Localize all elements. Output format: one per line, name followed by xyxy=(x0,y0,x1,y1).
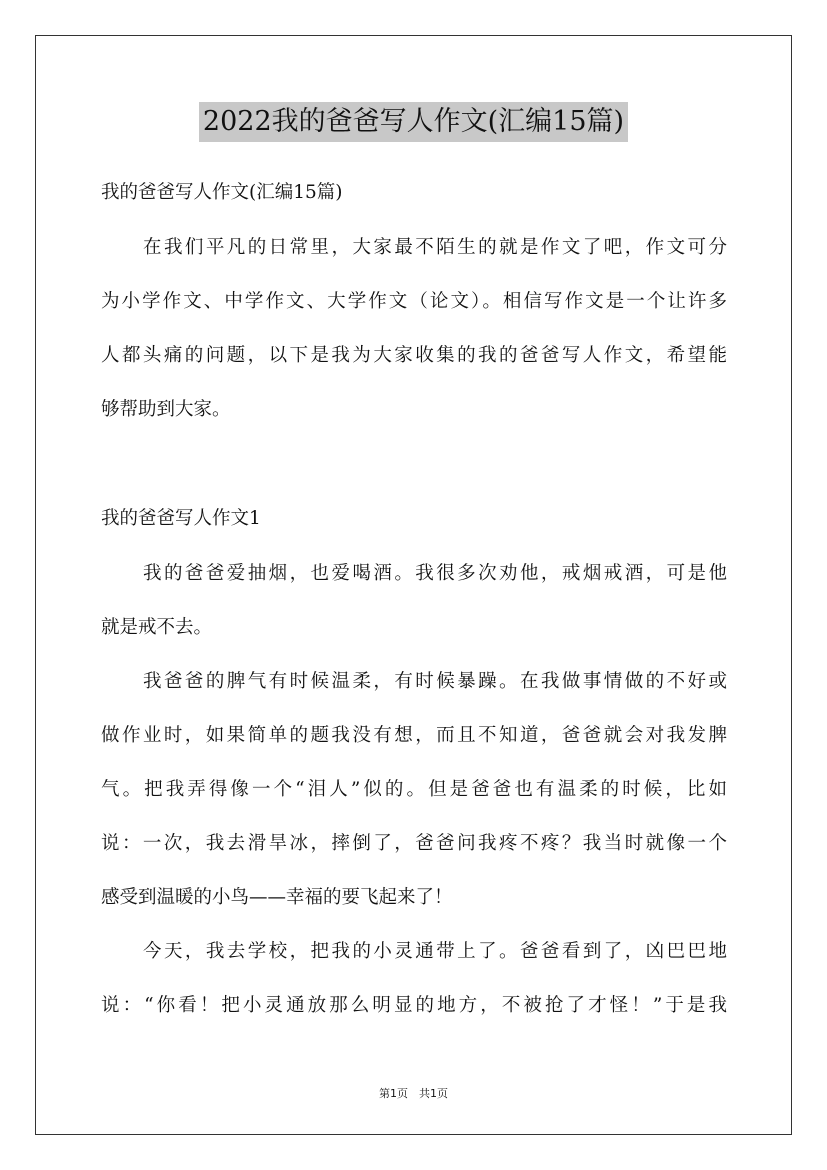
intro-line: 人都头痛的问题，以下是我为大家收集的我的爸爸写人作文，希望能 xyxy=(101,345,727,366)
intro-line: 够帮助到大家。 xyxy=(101,399,231,420)
paragraph-line: 我的爸爸爱抽烟，也爱喝酒。我很多次劝他，戒烟戒酒，可是他 xyxy=(143,563,727,584)
intro-line: 在我们平凡的日常里，大家最不陌生的就是作文了吧，作文可分 xyxy=(143,237,727,258)
paragraph-line: 今天，我去学校，把我的小灵通带上了。爸爸看到了，凶巴巴地 xyxy=(143,941,727,962)
paragraph-line: 做作业时，如果简单的题我没有想，而且不知道，爸爸就会对我发脾 xyxy=(101,725,727,746)
page-footer: 第1页 共1页 xyxy=(379,1087,448,1100)
paragraph-line: 就是戒不去。 xyxy=(101,617,213,638)
paragraph-line: 说：一次，我去滑旱冰，摔倒了，爸爸问我疼不疼？我当时就像一个 xyxy=(101,833,727,854)
document-title: 2022我的爸爸写人作文(汇编15篇) xyxy=(199,102,628,142)
intro-line: 为小学作文、中学作文、大学作文（论文）。相信写作文是一个让许多 xyxy=(101,291,727,312)
title-container xyxy=(0,102,827,142)
paragraph-line: 说：“你看！把小灵通放那么明显的地方，不被抢了才怪！”于是我 xyxy=(101,995,727,1016)
paragraph-line: 我爸爸的脾气有时候温柔，有时候暴躁。在我做事情做的不好或 xyxy=(143,671,727,692)
paragraph-line: 感受到温暖的小鸟——幸福的要飞起来了！ xyxy=(101,887,453,908)
paragraph-line: 气。把我弄得像一个“泪人”似的。但是爸爸也有温柔的时候，比如 xyxy=(101,779,727,800)
subtitle: 我的爸爸写人作文(汇编15篇) xyxy=(101,182,343,203)
section-heading: 我的爸爸写人作文1 xyxy=(101,508,261,529)
